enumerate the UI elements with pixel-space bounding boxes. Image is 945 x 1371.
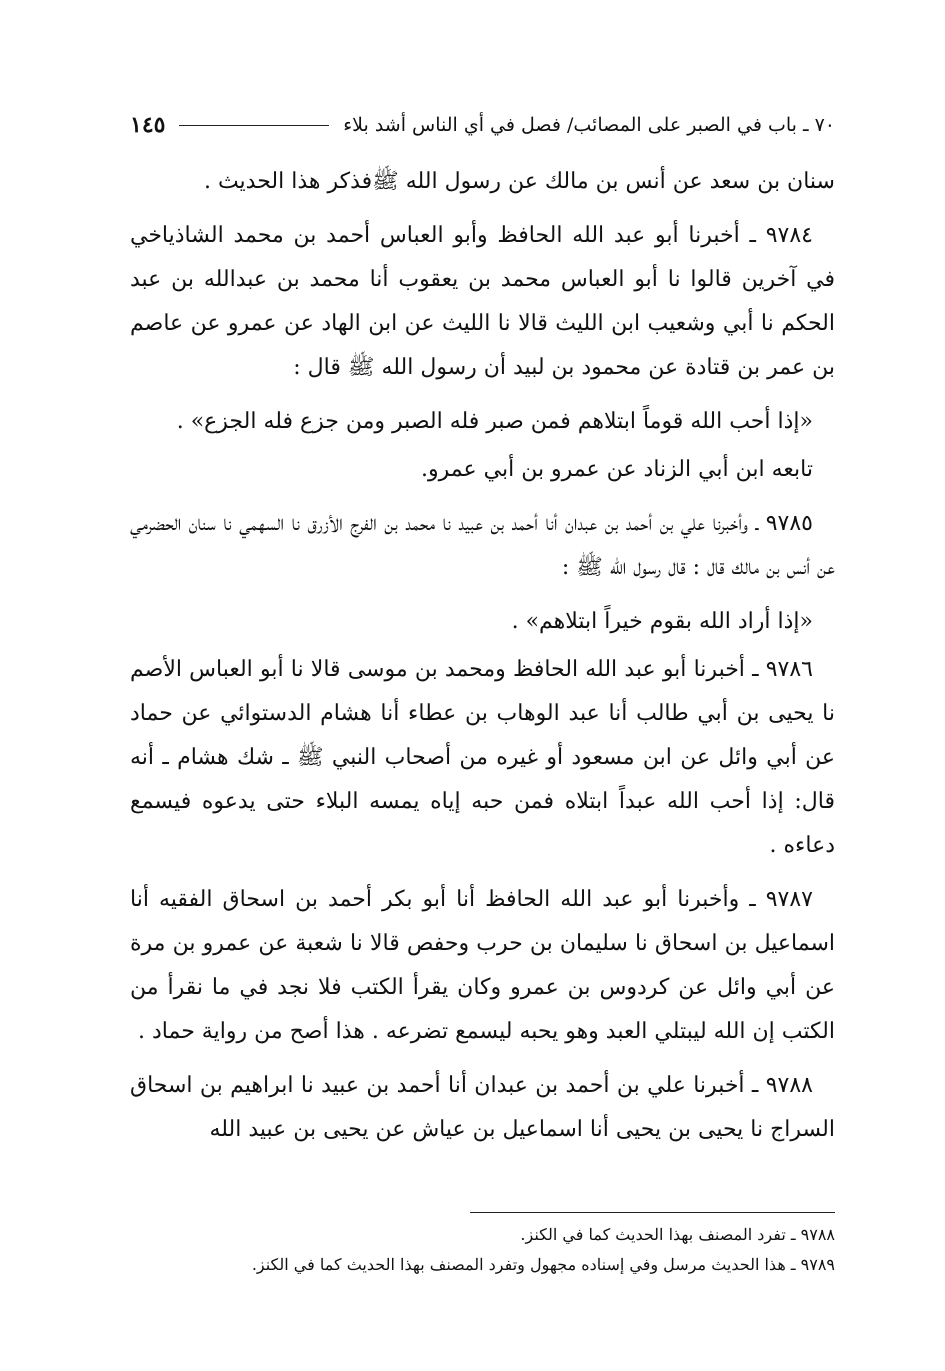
main-text <box>130 160 835 1162</box>
hadith-9784: ٩٧٨٤ ـ أخبرنا أبو عبد الله الحافظ وأبو العباس أحمد بن محمد الشاذياخي في آخرين قالوا نا أبو العباس محمد بن يعقوب أنا محمد بن عبدالله بن عبد الحكم نا أبي وشعيب ابن الليث قالا نا الليث عن ابن الهاد عن عمرو عن عاصم بن عمر بن قتادة عن محمود بن لبيد أن رسول الله ﷺ قال : <box>130 223 835 380</box>
footnotes <box>130 1220 835 1280</box>
hadith-quote: «إذا أراد الله بقوم خيراً ابتلاهم» . <box>511 609 813 634</box>
hadith-9786: ٩٧٨٦ ـ أخبرنا أبو عبد الله الحافظ ومحمد بن موسى قالا نا أبو العباس الأصم نا يحيى بن أبي طالب أنا عبد الوهاب بن عطاء أنا هشام الدستوائي عن حماد عن أبي وائل عن ابن مسعود أو غيره من أصحاب النبي ﷺ ـ شك هشام ـ أنه قال: إذا أحب الله عبداً ابتلاه فمن حبه إياه يمسه البلاء حتى يدعوه فيسمع دعاءه . <box>130 657 835 858</box>
hadith-9785: ٩٧٨٥ ـ وأخبرنا علي بن أحمد بن عبدان أنا أحمد بن عبيد نا محمد بن الفرج الأزرق نا السهمي نا سنان الحضرمي عن أنس بن مالك قال : قال رسول الله ﷺ : <box>130 511 835 580</box>
hadith-9788: ٩٧٨٨ ـ أخبرنا علي بن أحمد بن عبدان أنا أحمد بن عبيد نا ابراهيم بن اسحاق السراج نا يحيى بن يحيى أنا اسماعيل بن عياش عن يحيى بن عبيد الله <box>130 1073 835 1142</box>
footnote-rule <box>470 1212 835 1213</box>
hadith-quote: «إذا أحب الله قوماً ابتلاهم فمن صبر فله الصبر ومن جزع فله الجزع» . <box>176 409 813 434</box>
page-number: ١٤٥ <box>130 112 166 138</box>
footnote-9789: ٩٧٨٩ ـ هذا الحديث مرسل وفي إسناده مجهول وتفرد المصنف بهذا الحديث كما في الكنز. <box>251 1255 835 1274</box>
hadith-9787: ٩٧٨٧ ـ وأخبرنا أبو عبد الله الحافظ أنا أبو بكر أحمد بن اسحاق الفقيه أنا اسماعيل بن اسحاق نا سليمان بن حرب وحفص قالا نا شعبة عن عمرو بن مرة عن أبي وائل عن كردوس بن عمرو وكان يقرأ الكتب فلا نجد في ما نقرأ من الكتب إن الله ليبتلي العبد وهو يحبه ليسمع تضرعه . هذا أصح من رواية حماد . <box>130 887 835 1044</box>
running-header <box>130 108 835 142</box>
paragraph-continuation: سنان بن سعد عن أنس بن مالك عن رسول الله ﷺفذكر هذا الحديث . <box>203 169 835 194</box>
paragraph-note: تابعه ابن أبي الزناد عن عمرو بن أبي عمرو. <box>421 457 813 482</box>
footnote-9788: ٩٧٨٨ ـ تفرد المصنف بهذا الحديث كما في الكنز. <box>520 1225 835 1244</box>
chapter-title: ٧٠ ـ باب في الصبر على المصائب/ فصل في أي الناس أشد بلاء <box>343 114 835 136</box>
header-rule <box>179 125 329 126</box>
